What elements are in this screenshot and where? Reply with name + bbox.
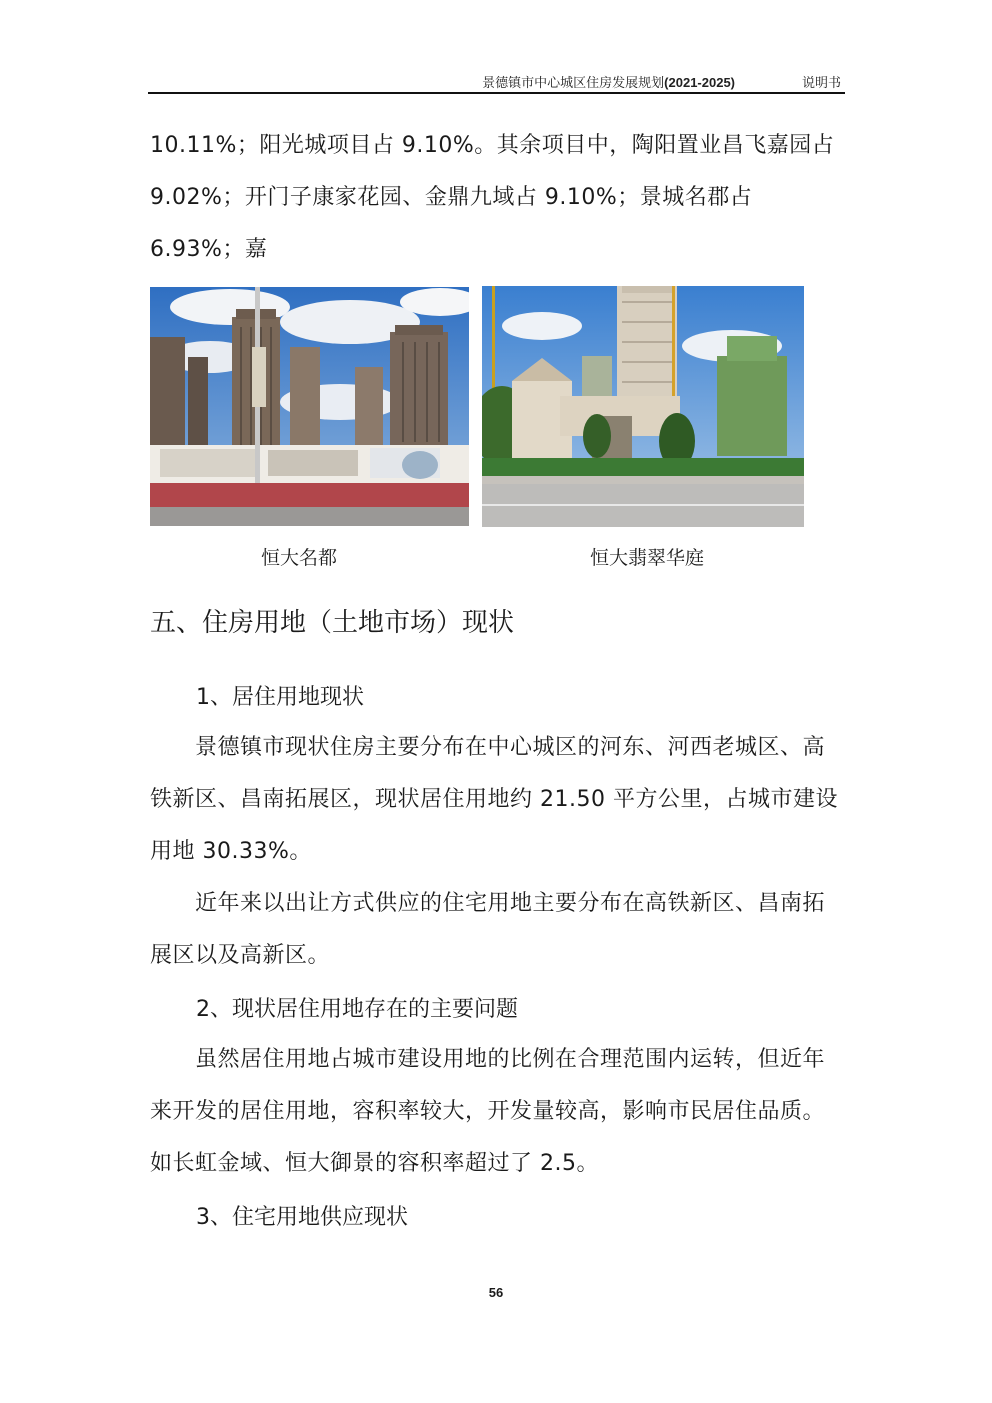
photo-caption-hengda-feicui: 恒大翡翠华庭 (590, 547, 705, 569)
photo-caption-hengda-mingdu: 恒大名都 (261, 547, 338, 569)
subsection-3-heading: 3、住宅用地供应现状 (196, 1205, 408, 1230)
header-title: 景德镇市中心城区住房发展规划(2021-2025) (482, 75, 735, 91)
header-rule (148, 92, 845, 94)
photo-hengda-feicui-huating (482, 286, 804, 527)
page-header (148, 70, 845, 92)
header-doc-type: 说明书 (801, 76, 841, 91)
subsection-2-heading: 2、现状居住用地存在的主要问题 (196, 997, 518, 1022)
intro-line: 10.11%；阳光城项目占 9.10%。其余项目中，陶阳置业昌飞嘉园占 (150, 133, 835, 158)
subsection-1-paragraph-1: 景德镇市现状住房主要分布在中心城区的河东、河西老城区、高铁新区、昌南拓展区，现状居住用地约 21.50 平方公里，占城市建设用地 30.33%。 (150, 735, 838, 864)
page-number: 56 (488, 1285, 504, 1300)
subsection-2-paragraph-1: 虽然居住用地占城市建设用地的比例在合理范围内运转，但近年来开发的居住用地，容积率较大，开发量较高，影响市民居住品质。如长虹金域、恒大御景的容积率超过了 2.5。 (150, 1047, 826, 1176)
subsection-1-paragraph-2: 近年来以出让方式供应的住宅用地主要分布在高铁新区、昌南拓展区以及高新区。 (150, 891, 826, 968)
subsection-1-heading: 1、居住用地现状 (196, 685, 364, 710)
photo-hengda-feicui-huating-image (482, 286, 804, 527)
section-title: 五、住房用地（土地市场）现状 (150, 608, 515, 638)
intro-line: 9.02%；开门子康家花园、金鼎九域占 9.10%；景城名郡占 6.93%；嘉 (150, 185, 753, 262)
photo-hengda-mingdu-image (150, 287, 469, 526)
photo-hengda-mingdu (150, 287, 469, 526)
